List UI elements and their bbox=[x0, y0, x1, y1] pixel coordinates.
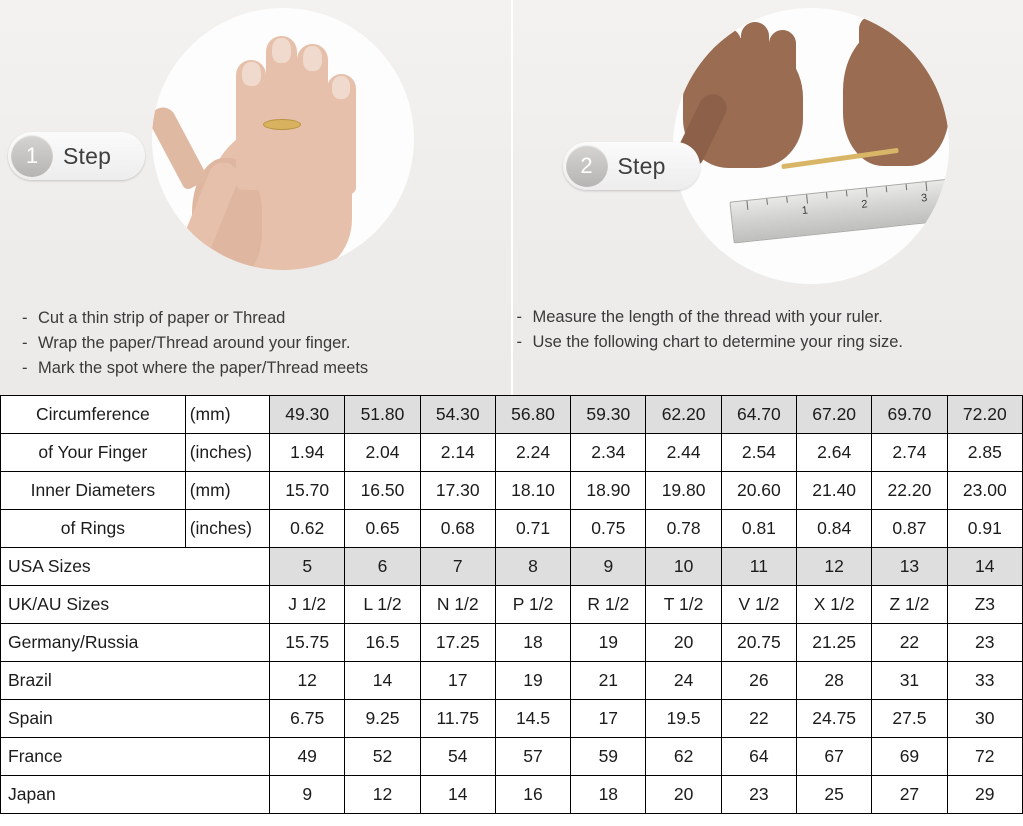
step-1-badge bbox=[8, 132, 145, 180]
table-row bbox=[1, 662, 1023, 700]
table-row bbox=[1, 472, 1023, 510]
row-label: UK/AU Sizes bbox=[1, 586, 270, 624]
cell: 18 bbox=[571, 776, 646, 814]
cell: N 1/2 bbox=[420, 586, 495, 624]
cell: 15.70 bbox=[270, 472, 345, 510]
cell: 7 bbox=[420, 548, 495, 586]
cell: 64.70 bbox=[721, 396, 796, 434]
instruction-text: Mark the spot where the paper/Thread meets bbox=[38, 359, 369, 377]
row-unit: (mm) bbox=[185, 472, 269, 510]
cell: 20.60 bbox=[721, 472, 796, 510]
cell: 12 bbox=[797, 548, 872, 586]
ruler-number: 2 bbox=[860, 198, 868, 211]
cell: 22 bbox=[721, 700, 796, 738]
cell: 12 bbox=[270, 662, 345, 700]
cell: 8 bbox=[495, 548, 570, 586]
cell: 15.75 bbox=[270, 624, 345, 662]
cell: 27.5 bbox=[872, 700, 947, 738]
cell: 19.5 bbox=[646, 700, 721, 738]
cell: 20.75 bbox=[721, 624, 796, 662]
cell: 25 bbox=[797, 776, 872, 814]
instruction-text: Measure the length of the thread with your ruler. bbox=[532, 308, 883, 326]
cell: 2.54 bbox=[721, 434, 796, 472]
cell: 2.24 bbox=[495, 434, 570, 472]
steps-section bbox=[0, 0, 1023, 395]
cell: 22 bbox=[872, 624, 947, 662]
step-1-panel bbox=[0, 0, 513, 395]
cell: X 1/2 bbox=[797, 586, 872, 624]
cell: 19.80 bbox=[646, 472, 721, 510]
cell: 2.64 bbox=[797, 434, 872, 472]
cell: 2.14 bbox=[420, 434, 495, 472]
cell: V 1/2 bbox=[721, 586, 796, 624]
cell: 11.75 bbox=[420, 700, 495, 738]
cell: 2.74 bbox=[872, 434, 947, 472]
table-row bbox=[1, 624, 1023, 662]
table-row bbox=[1, 586, 1023, 624]
cell: 18.90 bbox=[571, 472, 646, 510]
cell: J 1/2 bbox=[270, 586, 345, 624]
cell: 0.91 bbox=[947, 510, 1022, 548]
cell: 72 bbox=[947, 738, 1022, 776]
cell: 11 bbox=[721, 548, 796, 586]
cell: 54.30 bbox=[420, 396, 495, 434]
cell: 2.85 bbox=[947, 434, 1022, 472]
instruction-item: - Measure the length of the thread with your ruler. bbox=[516, 308, 883, 326]
cell: 49 bbox=[270, 738, 345, 776]
row-label: Germany/Russia bbox=[1, 624, 270, 662]
instruction-item: - Use the following chart to determine your ring size. bbox=[516, 333, 904, 351]
ruler-number: 1 bbox=[800, 204, 809, 218]
cell: 14 bbox=[420, 776, 495, 814]
step-2-instructions bbox=[517, 305, 904, 355]
cell: 16 bbox=[495, 776, 570, 814]
cell: 22.20 bbox=[872, 472, 947, 510]
table-row bbox=[1, 396, 1023, 434]
cell: 9 bbox=[571, 548, 646, 586]
cell: Z3 bbox=[947, 586, 1022, 624]
cell: 10 bbox=[646, 548, 721, 586]
instruction-item: - Cut a thin strip of paper or Thread bbox=[22, 309, 286, 327]
cell: 16.5 bbox=[345, 624, 420, 662]
cell: P 1/2 bbox=[495, 586, 570, 624]
row-label: Brazil bbox=[1, 662, 270, 700]
table-row bbox=[1, 776, 1023, 814]
step-2-badge bbox=[563, 142, 700, 190]
cell: 6 bbox=[345, 548, 420, 586]
cell: 24 bbox=[646, 662, 721, 700]
instruction-item: - Mark the spot where the paper/Thread meets bbox=[22, 359, 369, 377]
cell: 9 bbox=[270, 776, 345, 814]
row-label: of Rings bbox=[1, 510, 186, 548]
row-label: Japan bbox=[1, 776, 270, 814]
cell: 9.25 bbox=[345, 700, 420, 738]
cell: 17 bbox=[571, 700, 646, 738]
cell: 14 bbox=[345, 662, 420, 700]
cell: 52 bbox=[345, 738, 420, 776]
cell: 12 bbox=[345, 776, 420, 814]
cell: 29 bbox=[947, 776, 1022, 814]
cell: 27 bbox=[872, 776, 947, 814]
row-label: USA Sizes bbox=[1, 548, 270, 586]
cell: 20 bbox=[646, 776, 721, 814]
table-row bbox=[1, 700, 1023, 738]
row-label: Circumference bbox=[1, 396, 186, 434]
cell: 24.75 bbox=[797, 700, 872, 738]
cell: 26 bbox=[721, 662, 796, 700]
cell: 2.04 bbox=[345, 434, 420, 472]
cell: 23 bbox=[947, 624, 1022, 662]
cell: 14.5 bbox=[495, 700, 570, 738]
cell: 0.87 bbox=[872, 510, 947, 548]
step-2-number: 2 bbox=[566, 145, 608, 187]
cell: 21.40 bbox=[797, 472, 872, 510]
cell: 21 bbox=[571, 662, 646, 700]
ruler-number: 3 bbox=[920, 192, 928, 205]
cell: 18 bbox=[495, 624, 570, 662]
cell: 54 bbox=[420, 738, 495, 776]
cell: 14 bbox=[947, 548, 1022, 586]
cell: 17.30 bbox=[420, 472, 495, 510]
cell: 30 bbox=[947, 700, 1022, 738]
cell: 62.20 bbox=[646, 396, 721, 434]
row-label: of Your Finger bbox=[1, 434, 186, 472]
instruction-item: - Wrap the paper/Thread around your finger. bbox=[22, 334, 351, 352]
cell: 33 bbox=[947, 662, 1022, 700]
cell: 17.25 bbox=[420, 624, 495, 662]
cell: 62 bbox=[646, 738, 721, 776]
cell: 20 bbox=[646, 624, 721, 662]
step-2-photo bbox=[673, 8, 949, 284]
instruction-text: Cut a thin strip of paper or Thread bbox=[38, 309, 286, 327]
cell: 64 bbox=[721, 738, 796, 776]
cell: 1.94 bbox=[270, 434, 345, 472]
cell: 2.44 bbox=[646, 434, 721, 472]
cell: 0.81 bbox=[721, 510, 796, 548]
cell: 0.68 bbox=[420, 510, 495, 548]
table-row bbox=[1, 548, 1023, 586]
cell: 56.80 bbox=[495, 396, 570, 434]
cell: 69 bbox=[872, 738, 947, 776]
row-unit: (inches) bbox=[185, 510, 269, 548]
cell: 0.78 bbox=[646, 510, 721, 548]
cell: 17 bbox=[420, 662, 495, 700]
step-1-photo bbox=[152, 8, 414, 270]
cell: R 1/2 bbox=[571, 586, 646, 624]
cell: 0.62 bbox=[270, 510, 345, 548]
row-label: Inner Diameters bbox=[1, 472, 186, 510]
cell: 16.50 bbox=[345, 472, 420, 510]
row-label: Spain bbox=[1, 700, 270, 738]
cell: 13 bbox=[872, 548, 947, 586]
cell: 2.34 bbox=[571, 434, 646, 472]
step-2-word: Step bbox=[617, 152, 666, 179]
step-1-word: Step bbox=[63, 142, 112, 169]
cell: 0.65 bbox=[345, 510, 420, 548]
cell: 57 bbox=[495, 738, 570, 776]
instruction-text: Wrap the paper/Thread around your finger. bbox=[38, 334, 351, 352]
step-1-number: 1 bbox=[11, 135, 53, 177]
cell: 19 bbox=[571, 624, 646, 662]
cell: 6.75 bbox=[270, 700, 345, 738]
cell: 59 bbox=[571, 738, 646, 776]
step-2-panel bbox=[513, 0, 1023, 395]
instruction-text: Use the following chart to determine your ring size. bbox=[532, 333, 904, 351]
cell: 21.25 bbox=[797, 624, 872, 662]
cell: 0.71 bbox=[495, 510, 570, 548]
cell: 18.10 bbox=[495, 472, 570, 510]
cell: Z 1/2 bbox=[872, 586, 947, 624]
cell: 23 bbox=[721, 776, 796, 814]
step-1-instructions bbox=[22, 306, 368, 381]
cell: 31 bbox=[872, 662, 947, 700]
cell: 72.20 bbox=[947, 396, 1022, 434]
cell: 0.75 bbox=[571, 510, 646, 548]
row-label: France bbox=[1, 738, 270, 776]
table-row bbox=[1, 738, 1023, 776]
ring-size-chart bbox=[0, 395, 1023, 814]
cell: 51.80 bbox=[345, 396, 420, 434]
table-row bbox=[1, 510, 1023, 548]
cell: 23.00 bbox=[947, 472, 1022, 510]
cell: 69.70 bbox=[872, 396, 947, 434]
cell: T 1/2 bbox=[646, 586, 721, 624]
row-unit: (inches) bbox=[185, 434, 269, 472]
cell: 49.30 bbox=[270, 396, 345, 434]
cell: 5 bbox=[270, 548, 345, 586]
cell: 0.84 bbox=[797, 510, 872, 548]
cell: 59.30 bbox=[571, 396, 646, 434]
cell: 19 bbox=[495, 662, 570, 700]
cell: 28 bbox=[797, 662, 872, 700]
table-row bbox=[1, 434, 1023, 472]
cell: 67.20 bbox=[797, 396, 872, 434]
cell: 67 bbox=[797, 738, 872, 776]
ruler bbox=[729, 179, 949, 244]
row-unit: (mm) bbox=[185, 396, 269, 434]
cell: L 1/2 bbox=[345, 586, 420, 624]
